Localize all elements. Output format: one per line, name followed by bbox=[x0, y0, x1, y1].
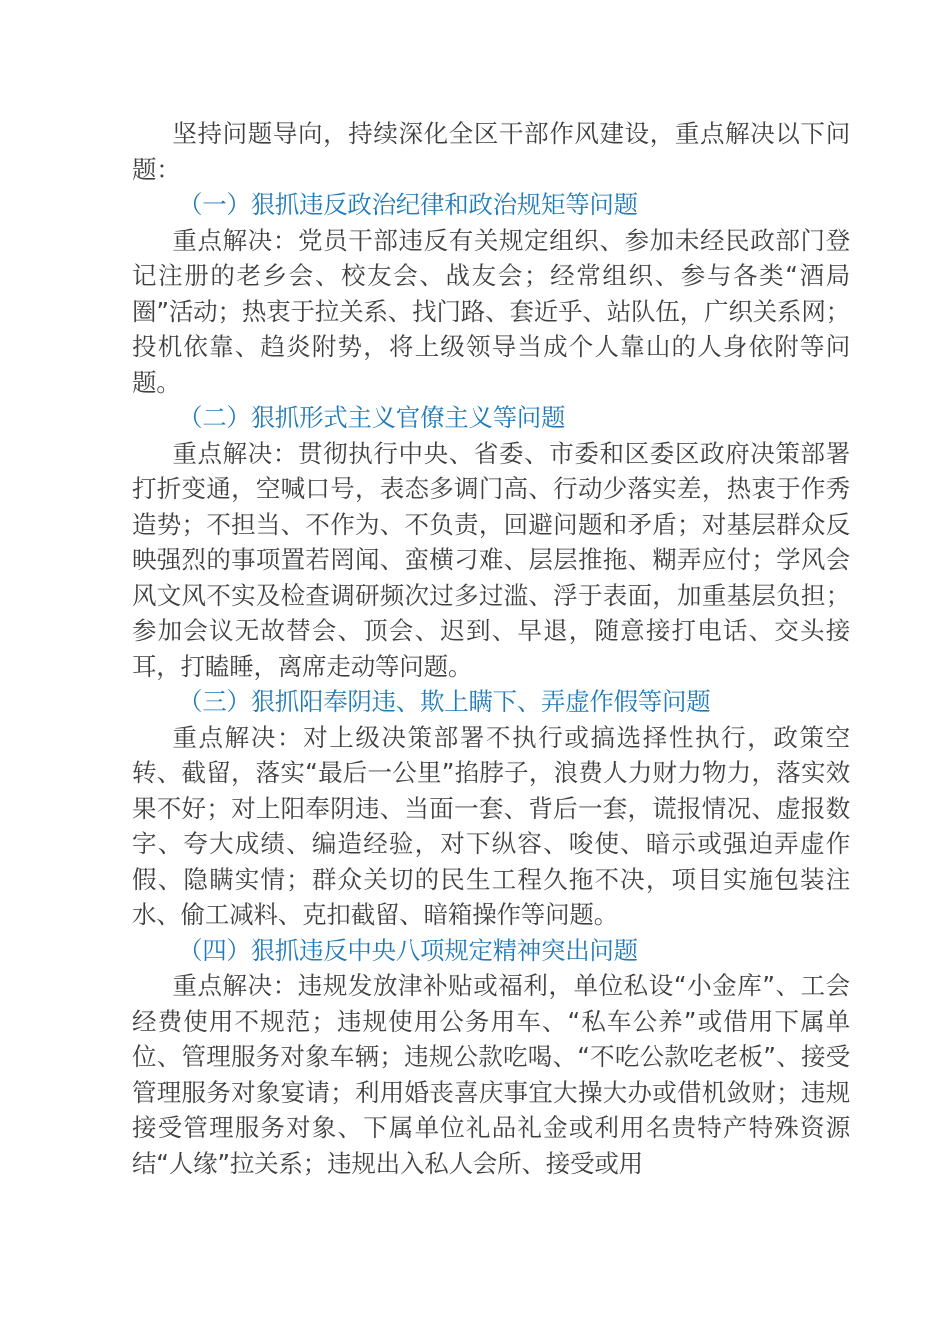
intro-paragraph: 坚持问题导向，持续深化全区干部作风建设，重点解决以下问题： bbox=[132, 119, 850, 184]
section-body-3: 重点解决：对上级决策部署不执行或搞选择性执行，政策空转、截留，落实“最后一公里”掐脖子，浪费人力财力物力，落实效果不好；对上阳奉阴违、当面一套、背后一套，谎报情况、虚报数字、夸大成绩、编造经验，对下纵容、唆使、暗示或强迫弄虚作假、隐瞒实情；群众关切的民生工程久拖不决，项目实施包装注水、偷工减料、克扣截留、暗箱操作等问题。 bbox=[132, 722, 850, 929]
section-heading-1: （一）狠抓违反政治纪律和政治规矩等问题 bbox=[178, 190, 638, 219]
section-heading-2: （二）狠抓形式主义官僚主义等问题 bbox=[178, 403, 566, 432]
section-body-2: 重点解决：贯彻执行中央、省委、市委和区委区政府决策部署打折变通，空喊口号，表态多调门高、行动少落实差，热衷于作秀造势；不担当、不作为、不负责，回避问题和矛盾；对基层群众反映强烈的事项置若罔闻、蛮横刁难、层层推拖、糊弄应付；学风会风文风不实及检查调研频次过多过滥、浮于表面，加重基层负担；参加会议无故替会、顶会、迟到、早退，随意接打电话、交头接耳，打瞌睡，离席走动等问题。 bbox=[132, 438, 850, 681]
section-body-1: 重点解决：党员干部违反有关规定组织、参加未经民政部门登记注册的老乡会、校友会、战友会；经常组织、参与各类“酒局圈”活动；热衷于拉关系、找门路、套近乎、站队伍，广织关系网；投机依靠、趋炎附势，将上级领导当成个人靠山的人身依附等问题。 bbox=[132, 225, 850, 397]
section-body-4: 重点解决：违规发放津补贴或福利，单位私设“小金库”、工会经费使用不规范；违规使用公务用车、“私车公养”或借用下属单位、管理服务对象车辆；违规公款吃喝、“不吃公款吃老板”、接受管理服务对象宴请；利用婚丧喜庆事宜大操大办或借机敛财；违规接受管理服务对象、下属单位礼品礼金或利用名贵特产特殊资源结“人缘”拉关系；违规出入私人会所、接受或用 bbox=[132, 971, 850, 1178]
document-page bbox=[132, 116, 850, 1181]
section-heading-3: （三）狠抓阳奉阴违、欺上瞒下、弄虚作假等问题 bbox=[178, 687, 711, 716]
section-heading-4: （四）狠抓违反中央八项规定精神突出问题 bbox=[178, 935, 638, 965]
